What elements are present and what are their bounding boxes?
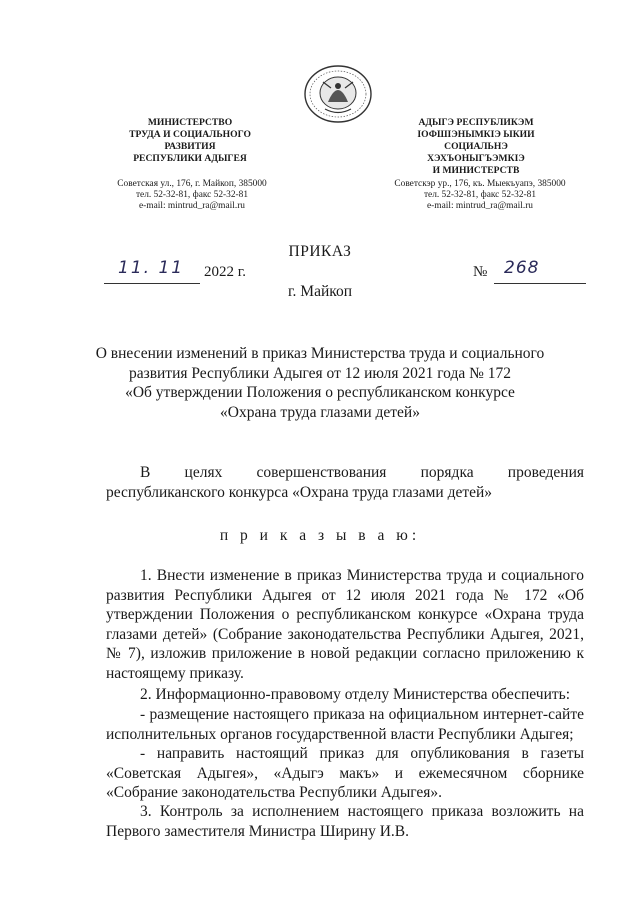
ministry-address-russian (104, 179, 280, 212)
subject-line: О внесении изменений в приказ Министерства труда и социального (95, 345, 545, 362)
phone-line: тел. 52-32-81, факс 52-32-81 (135, 190, 249, 200)
ministry-name-line: ХЭХЪОНЫГЪЭМКІЭ (427, 153, 525, 164)
order-item-1: 1. Внести изменение в приказ Министерства труда и социального развития Республики Адыгея от 12 июля 2021 года № 172 «Об утверждении Положения о республиканском конкурсе «Охрана труда глазами детей» (Собрание законодательства Республики Адыгея, 2021, № 7), изложив приложение в новой редакции согласно приложению к настоящему приказу. (106, 567, 584, 682)
ministry-name-line: АДЫГЭ РЕСПУБЛИКЭМ (418, 117, 534, 128)
address-line: Советскэр ур., 176, къ. Мыекъуапэ, 385000 (394, 179, 566, 189)
order-item-3: 3. Контроль за исполнением настоящего приказа возложить на Первого заместителя Министра Ширину И.В. (106, 803, 584, 840)
order-subitem-publish: - направить настоящий приказ для опубликования в газеты «Советская Адыгея», «Адыгэ макъ» и ежемесячном сборнике «Собрание законодательства Республики Адыгея». (106, 745, 584, 801)
number-sign: № (473, 264, 488, 280)
subject-line: «Охрана труда глазами детей» (220, 403, 420, 421)
ministry-name-line: МИНИСТЕРСТВО (147, 117, 233, 128)
handwritten-date: 11. 11 (118, 258, 185, 278)
phone-line: тел. 52-32-81, факс 52-32-81 (423, 190, 537, 200)
ministry-name-line: ІОФШІЭНЫМКІЭ ЫКИИ СОЦИАЛЬНЭ (417, 129, 535, 152)
coat-of-arms-emblem (301, 64, 375, 124)
ministry-name-line: РЕСПУБЛИКИ АДЫГЕЯ (133, 153, 247, 164)
ministry-name-adyghe (386, 117, 566, 177)
ministry-name-line: ТРУДА И СОЦИАЛЬНОГО (129, 129, 251, 140)
address-line: Советская ул., 176, г. Майкоп, 385000 (117, 179, 267, 189)
ministry-name-russian (118, 117, 262, 165)
document-subject (90, 344, 550, 422)
ministry-address-adyghe (388, 179, 572, 212)
preamble-paragraph: В целях совершенствования порядка проведения республиканского конкурса «Охрана труда глазами детей» (106, 464, 584, 501)
document-title: ПРИКАЗ (288, 243, 352, 260)
ministry-name-line: РАЗВИТИЯ (164, 141, 216, 152)
email-line: e-mail: mintrud_ra@mail.ru (427, 201, 533, 211)
subject-line: развития Республики Адыгея от 12 июля 2021 года № 172 (128, 364, 512, 382)
date-year: 2022 г. (204, 264, 246, 280)
subject-line: «Об утверждении Положения о республиканском конкурсе (125, 384, 515, 401)
city-name: г. Майкоп (287, 283, 353, 300)
handwritten-number: 268 (504, 258, 540, 278)
order-item-2: 2. Информационно-правовому отделу Министерства обеспечить: (140, 686, 571, 703)
email-line: e-mail: mintrud_ra@mail.ru (139, 201, 245, 211)
order-subitem-website: - размещение настоящего приказа на официальном интернет-сайте исполнительных органов государственной власти Республики Адыгея; (106, 706, 584, 743)
order-word: п р и к а з ы в а ю: (219, 527, 421, 544)
ministry-name-line: И МИНИСТЕРСТВ (432, 165, 520, 176)
